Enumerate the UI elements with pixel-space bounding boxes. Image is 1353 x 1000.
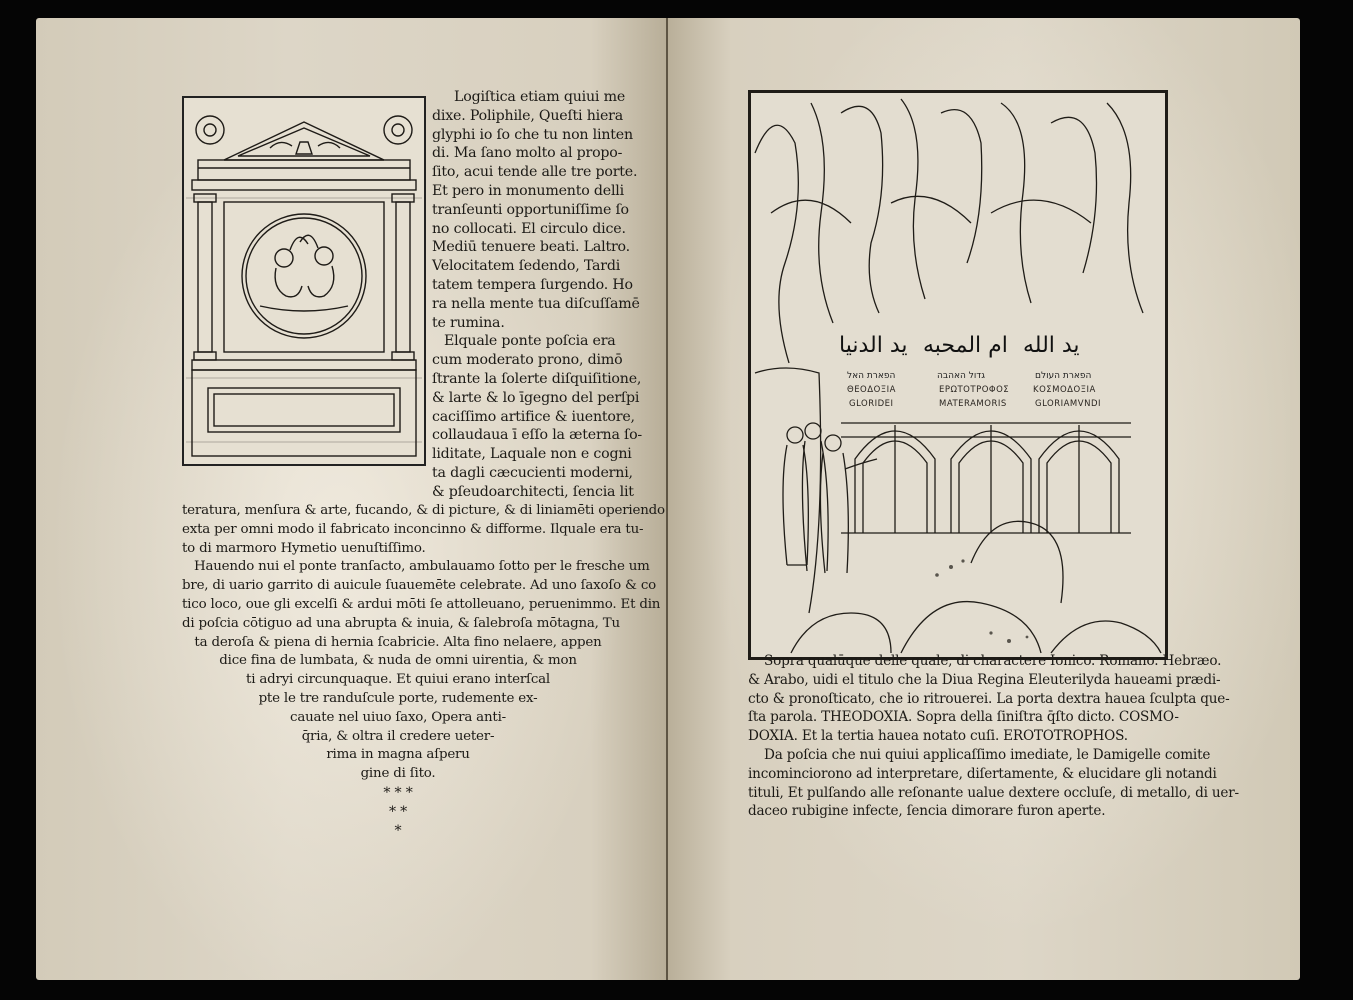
text-line: DOXIA. Et la tertia hauea notato cuſi. EROTOTROPHOS. xyxy=(748,728,1128,745)
latin-caption-left: GLORIAMVNDI xyxy=(1035,399,1101,409)
greek-caption-right: ΘΕΟΔΟΞΙΑ xyxy=(847,385,896,395)
right-text-block xyxy=(748,652,1239,821)
text-line: te rumina. xyxy=(432,314,505,331)
arabic-inscription-right: يد الدنيا xyxy=(839,333,908,358)
text-line: Da poſcia che nui quiui applicaſſimo imediate, le Damigelle comite xyxy=(764,746,1211,763)
text-line: Logiſtica etiam quiui me xyxy=(454,89,626,105)
text-line: ſtrante la ſolerte diſquiſitione, xyxy=(432,370,642,387)
left-top-text-block xyxy=(432,88,642,502)
text-line: tatem tempera ſurgendo. Ho xyxy=(432,276,633,293)
text-line: bre, di uario garrito di auicule ſuauemēte celebrate. Ad uno ſaxoſo & co xyxy=(182,578,656,594)
text-line: Elquale ponte poſcia era xyxy=(444,333,616,350)
monument-woodcut xyxy=(182,96,426,466)
text-line: di. Ma ſano molto al propo- xyxy=(432,145,623,162)
text-line: cum moderato prono, dimō xyxy=(432,352,623,369)
text-line: Mediū tenuere beati. Laltro. xyxy=(432,239,630,256)
text-line: collaudaua ī eſſo la æterna ſo- xyxy=(432,427,643,444)
text-line: to di marmoro Hymetio uenuſtiſſimo. xyxy=(182,540,426,556)
text-line: ſito, acui tende alle tre porte. xyxy=(432,164,638,181)
text-line: Sopra qualūque delle quale, di charactere Ionico. Romano. Hebræo. xyxy=(764,653,1222,669)
text-line: & Arabo, uidi el titulo che la Diua Regina Eleuterilyda haueami prædi- xyxy=(748,671,1221,688)
text-line: glyphi io ſo che tu non linten xyxy=(432,126,633,143)
greek-caption-left: ΚΟΣΜΟΔΟΞΙΑ xyxy=(1033,385,1096,395)
text-line: pte le tre randuſcule porte, rudemente ex- xyxy=(258,690,538,706)
monument-illustration xyxy=(184,98,424,464)
text-line: gine di ſito. xyxy=(360,766,436,782)
text-line: daceo rubigine infecte, ſencia dimorare furon aperte. xyxy=(748,803,1106,820)
text-line: tituli, Et pulſando alle reſonante ualue dextere occluſe, di metallo, di uer- xyxy=(748,784,1239,801)
arabic-inscription-center: ام المحبه xyxy=(923,333,1008,358)
text-line: ta deroſa & piena di hernia ſcabricie. Alta fino nelaere, appen xyxy=(194,634,602,650)
text-line: & larte & lo īgegno del perſpi xyxy=(432,389,640,406)
text-line: tranſeunti opportuniſſime ſo xyxy=(432,201,629,218)
text-line: caciſſimo artifice & iuentore, xyxy=(432,408,635,425)
text-line: di poſcia cōtiguo ad una abrupta & inuia, & ſalebroſa mōtagna, Tu xyxy=(182,615,620,631)
text-line: Velocitatem ſedendo, Tardi xyxy=(432,258,621,275)
text-line: ta dagli cæcucienti moderni, xyxy=(432,464,633,481)
ornament-stars: * xyxy=(394,822,402,839)
ornament-stars: * * * xyxy=(383,784,413,801)
text-line: Et pero in monumento delli xyxy=(432,182,624,199)
text-line: cto & pronoſticato, che io ritrouerei. La porta dextra hauea ſculpta que- xyxy=(748,690,1230,707)
text-line: q̄ria, & oltra il credere ueter- xyxy=(301,728,495,744)
text-line: incominciorono ad interpretare, diſertamente, & elucidare gli notandi xyxy=(748,765,1217,782)
hebrew-inscription-right: הפארת האל xyxy=(847,371,896,381)
text-line: ſta parola. THEODOXIA. Sopra della ſiniſtra q̄ſto dicto. COSMO- xyxy=(748,709,1179,726)
text-line: Hauendo nui el ponte tranſacto, ambulauamo ſotto per le fresche um xyxy=(194,559,650,575)
left-bottom-text-block xyxy=(182,502,665,840)
text-line: liditate, Laquale non e cogni xyxy=(432,446,632,463)
greek-caption-center: ΕΡΩΤΟΤΡΟΦΟΣ xyxy=(939,385,1010,395)
right-page xyxy=(668,18,1300,980)
ornament-stars: * * xyxy=(388,803,408,820)
text-line: rima in magna aſperu xyxy=(326,747,470,763)
hebrew-inscription-center: גדול האהבה xyxy=(937,371,985,381)
text-line: tico loco, oue gli excelſi & ardui mōti ſe attolleuano, peruenimmo. Et din xyxy=(182,596,661,612)
text-line: teratura, menſura & arte, fucando, & di picture, & di liniamēti operiendo xyxy=(182,503,665,518)
text-line: dice fina de lumbata, & nuda de omni uirentia, & mon xyxy=(219,653,577,669)
hebrew-inscription-left: הפארת העולם xyxy=(1035,371,1092,381)
text-line: ra nella mente tua diſcuſſamē xyxy=(432,295,640,312)
latin-caption-center: MATERAMORIS xyxy=(939,399,1007,409)
arabic-inscription-left: يد الله xyxy=(1023,333,1080,358)
latin-caption-right: GLORIDEI xyxy=(849,399,894,409)
text-line: cauate nel uiuo ſaxo, Opera anti- xyxy=(290,709,506,725)
text-line: ti adryi circunquaque. Et quiui erano interſcal xyxy=(246,672,550,688)
text-line: dixe. Poliphile, Queſti hiera xyxy=(432,107,624,124)
left-page xyxy=(36,18,666,980)
text-line: exta per omni modo il fabricato inconcinno & difforme. Ilquale era tu- xyxy=(182,521,644,537)
cave-doors-woodcut xyxy=(748,90,1168,660)
text-line: & pſeudoarchitecti, ſencia lit xyxy=(432,483,634,500)
text-line: no collocati. El circulo dice. xyxy=(432,220,626,237)
